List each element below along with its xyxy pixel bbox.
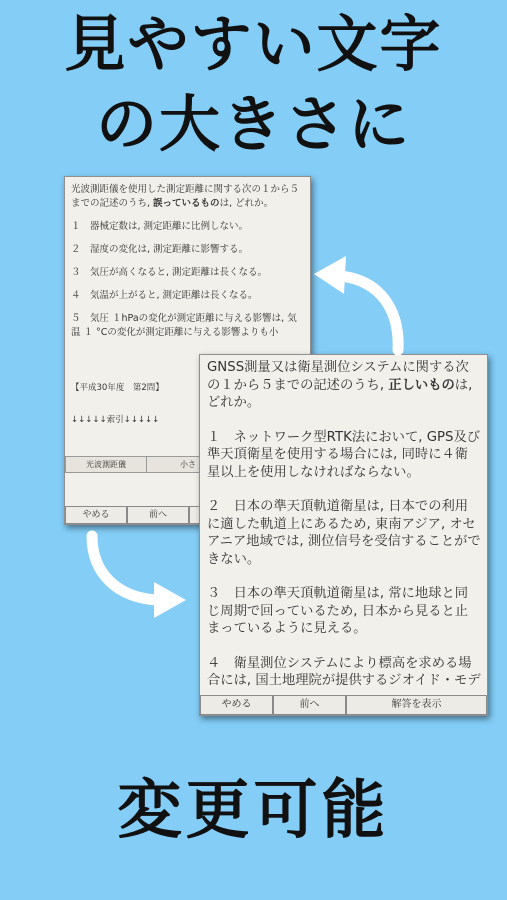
prev-button[interactable]: 前へ bbox=[127, 506, 189, 524]
option-large-4: ４ 衛星測位システムにより標高を求める場合には, 国土地理院が提供するジオイド・モデ bbox=[207, 655, 481, 688]
question-lead: 光波測距儀を使用した測定距離に関する次の１から５までの記述のうち, bbox=[71, 184, 300, 209]
quit-button[interactable]: やめる bbox=[65, 506, 127, 524]
large-text-screen bbox=[199, 354, 488, 716]
option-large-3: ３ 日本の準天頂軌道衛星は, 常に地球と同じ周期で回っているため, 日本から見ると止まっているように見える。 bbox=[207, 586, 469, 636]
option-4: ４ 気温が上がると, 測定距離は長くなる。 bbox=[71, 290, 258, 301]
prev-button-large[interactable]: 前へ bbox=[273, 695, 346, 715]
option-5: ５ 気圧 １hPaの変化が測定距離に与える影響は, 気温 １ °Cの変化が測定距離に与える影響よりも小 bbox=[71, 313, 297, 338]
option-3: ３ 気圧が高くなると, 測定距離は長くなる。 bbox=[71, 267, 268, 278]
headline-line2: の大きさに bbox=[95, 89, 411, 160]
option-2: ２ 湿度の変化は, 測定距離に影響する。 bbox=[71, 244, 249, 255]
question-text-large bbox=[207, 359, 481, 412]
question-text bbox=[71, 183, 305, 211]
nav-bar-large bbox=[200, 695, 487, 715]
question-lead-large: GNSS測量又は衛星測位システムに関する次の１から５までの記述のうち, bbox=[207, 360, 469, 393]
category-tab-small[interactable]: 小さ bbox=[147, 456, 230, 473]
year-label: 【平成30年度 第2問】 bbox=[71, 383, 164, 393]
question-body-small bbox=[71, 183, 305, 349]
category-tab-lightwave[interactable]: 光波測距儀 bbox=[65, 456, 147, 473]
curved-arrow-up-right-icon bbox=[300, 250, 420, 360]
headline-line1: 見やすい文字 bbox=[64, 9, 443, 80]
show-answer-button[interactable]: 解答を表示 bbox=[346, 695, 487, 715]
quit-button-large[interactable]: やめる bbox=[200, 695, 273, 715]
option-large-1: １ ネットワーク型RTK法において, GPS及び準天頂衛星を使用する場合には, 同時に４衛星以上を使用しなければならない。 bbox=[207, 429, 481, 480]
question-body-large bbox=[207, 359, 481, 689]
index-link[interactable]: ↓↓↓↓↓索引↓↓↓↓↓ bbox=[71, 415, 160, 425]
question-tail-large: は, どれか。 bbox=[207, 377, 473, 410]
question-emphasis: 誤っているもの bbox=[153, 198, 220, 209]
question-tail: は, どれか。 bbox=[219, 198, 274, 209]
option-large-2: ２ 日本の準天頂軌道衛星は, 日本での利用に適した軌道上にあるため, 東南アジア, オセアニア地域では, 測位信号を受信することができない。 bbox=[207, 499, 481, 567]
option-1: １ 器械定数は, 測定距離に比例しない。 bbox=[71, 221, 249, 232]
footer-caption: 変更可能 bbox=[117, 774, 390, 848]
curved-arrow-down-right-icon bbox=[78, 530, 196, 620]
question-emphasis-large: 正しいもの bbox=[388, 377, 455, 393]
